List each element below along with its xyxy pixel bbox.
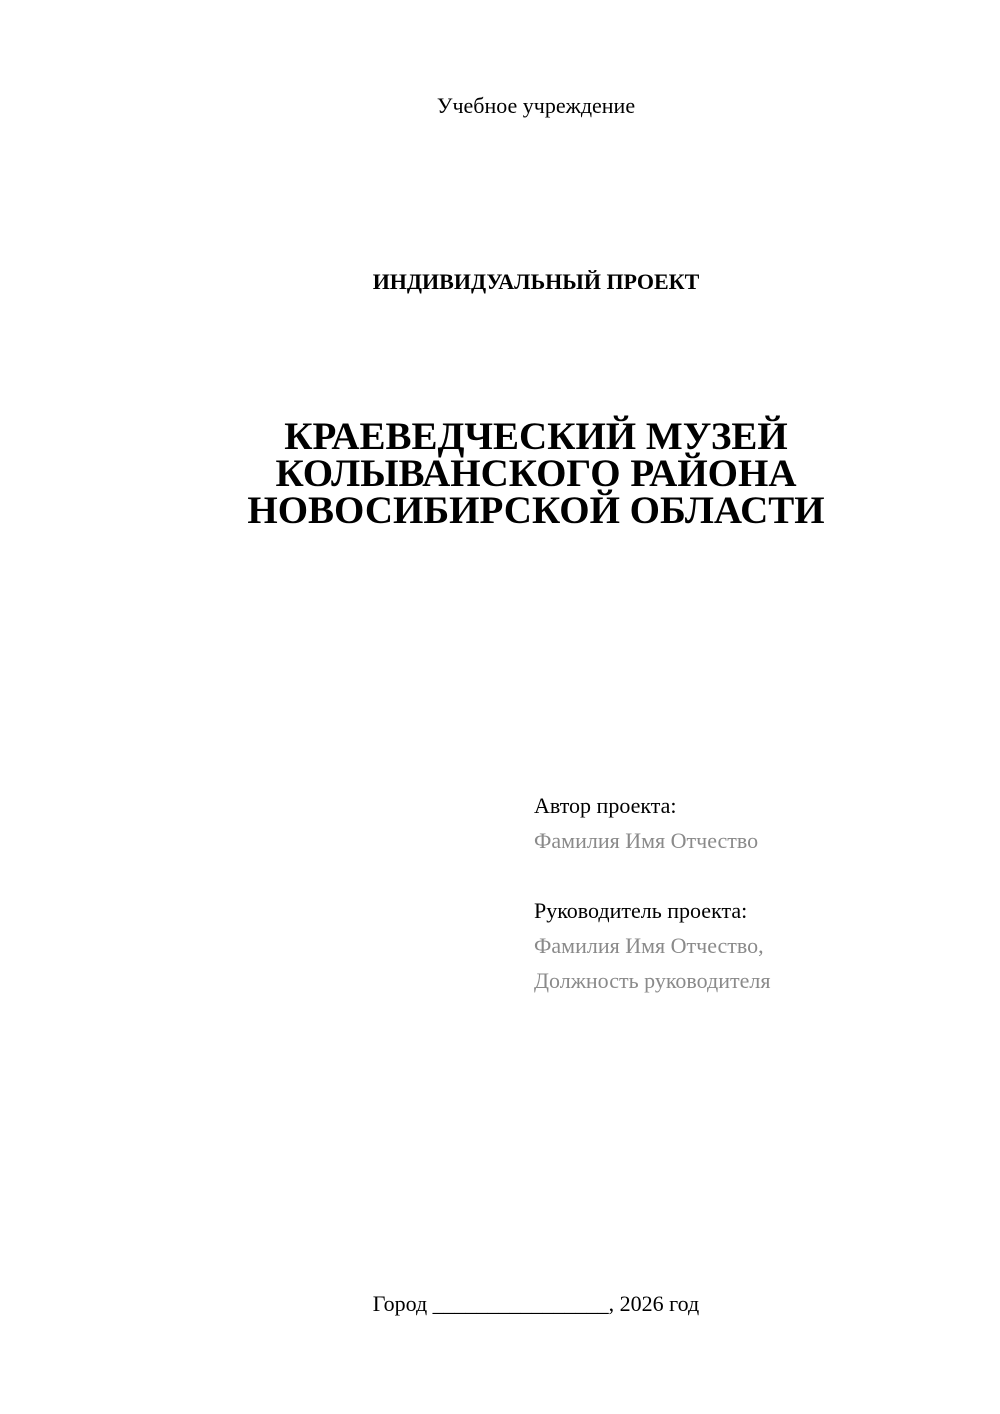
author-name-placeholder: Фамилия Имя Отчество [534,828,759,853]
supervisor-position-placeholder: Должность руководителя [534,968,771,993]
supervisor-name-placeholder: Фамилия Имя Отчество, [534,933,764,958]
institution-name: Учебное учреждение [436,93,636,118]
title-line-1: КРАЕВЕДЧЕСКИЙ МУЗЕЙ [284,415,788,458]
title-line-3: НОВОСИБИРСКОЙ ОБЛАСТИ [247,489,825,532]
spacer [534,858,954,893]
supervisor-label: Руководитель проекта: [534,898,748,923]
project-type-heading: ИНДИВИДУАЛЬНЫЙ ПРОЕКТ [372,269,700,294]
title-line-2: КОЛЫВАНСКОГО РАЙОНА [275,452,797,495]
author-label: Автор проекта: [534,793,677,818]
authors-block [534,788,954,998]
project-title [0,415,1000,532]
city-year-footer: Город ________________, 2026 год [372,1291,700,1316]
